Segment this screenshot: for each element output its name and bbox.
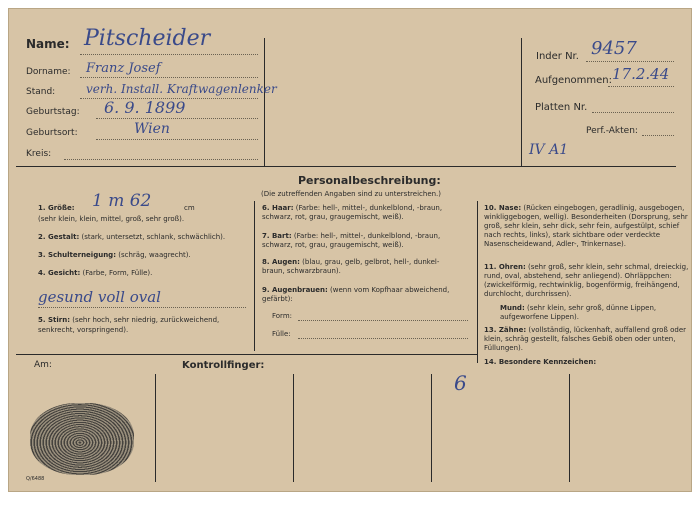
aufgenommen-label: Aufgenommen: bbox=[535, 75, 612, 86]
ohren-label: 11. Ohren: bbox=[484, 263, 526, 271]
mund bbox=[500, 304, 690, 322]
index-line bbox=[586, 61, 674, 62]
police-record-card bbox=[8, 8, 692, 492]
nase-label: 10. Nase: bbox=[484, 204, 522, 212]
zaehne bbox=[484, 326, 690, 353]
vorname-line bbox=[80, 77, 258, 78]
ohren-text: (sehr groß, sehr klein, sehr schmal, dreieckig, rund, oval, abstehend, sehr anliegend). Ohrläppchen: (zwickelförmig, rechtwinklig, bogenförmig, freihängend, durchlocht, durchrissen). bbox=[484, 263, 689, 298]
stirn-options-2: senkrecht, vorspringend). bbox=[38, 326, 129, 334]
geburtsort-line bbox=[96, 139, 258, 140]
augenbrauen-label: 9. Augenbrauen: bbox=[262, 286, 328, 294]
stirn bbox=[38, 316, 219, 325]
divider-desc-bottom bbox=[16, 354, 478, 355]
mund-text: (sehr klein, sehr groß, dünne Lippen, aufgeworfene Lippen). bbox=[500, 304, 657, 321]
haar bbox=[262, 204, 442, 213]
stand-label: Stand: bbox=[26, 87, 56, 97]
mund-label: Mund: bbox=[500, 304, 525, 312]
augen-options-1: (blau, grau, gelb, gelbrot, hell-, dunkel- bbox=[302, 258, 440, 266]
augenbrauen-fuelle: Fülle: bbox=[272, 330, 291, 338]
gesicht-line bbox=[38, 307, 246, 308]
schulter-options: (schräg, waagrecht). bbox=[118, 251, 191, 259]
divider-finger-1 bbox=[155, 374, 156, 482]
divider-header-right bbox=[521, 38, 522, 166]
haar-label: 6. Haar: bbox=[262, 204, 294, 212]
index-label: Inder Nr. bbox=[536, 51, 579, 62]
divider-header-bottom bbox=[16, 166, 676, 167]
augen bbox=[262, 258, 439, 267]
akten-value: IV A1 bbox=[529, 142, 569, 158]
aufgenommen-value: 17.2.44 bbox=[612, 65, 670, 83]
geburtstag-value: 6. 9. 1899 bbox=[104, 98, 186, 117]
divider-header-left bbox=[264, 38, 265, 166]
gesicht bbox=[38, 269, 152, 278]
groesse-label: 1. Größe: bbox=[38, 204, 75, 212]
ohren bbox=[484, 263, 690, 299]
groesse-unit: cm bbox=[184, 204, 195, 212]
nase-text: (Rücken eingebogen, geradlinig, ausgebogen, winkliggebogen, wellig). Besonderheiten (Dorsprung, sehr groß, sehr klein, sehr dick, sehr fein, aufgestülpt, schief nach rechts, links), stark sichtbare oder verdeckte Nasenscheidewand, Adler-, Trinkernase). bbox=[484, 204, 688, 248]
platten-line bbox=[592, 112, 674, 113]
zaehne-label: 13. Zähne: bbox=[484, 326, 527, 334]
name-label: Name: bbox=[26, 37, 70, 51]
augen-label: 8. Augen: bbox=[262, 258, 300, 266]
schulter-label: 3. Schulterneigung: bbox=[38, 251, 116, 259]
am-label: Am: bbox=[34, 360, 52, 370]
form-number: Q/6488 bbox=[26, 476, 45, 482]
description-subtitle: (Die zutreffenden Angaben sind zu unterstreichen.) bbox=[261, 190, 442, 198]
stand-value: verh. Install. Kraftwagenlenker bbox=[86, 82, 277, 96]
bart-label: 7. Bart: bbox=[262, 232, 292, 240]
geburtsort-label: Geburtsort: bbox=[26, 128, 78, 138]
index-value: 9457 bbox=[591, 38, 637, 59]
bart-options-2: schwarz, rot, grau, graugemischt, weiß). bbox=[262, 241, 404, 249]
form-line bbox=[298, 320, 468, 321]
vorname-value: Franz Josef bbox=[86, 61, 161, 76]
fingerprint-image bbox=[30, 403, 134, 475]
kreis-label: Kreis: bbox=[26, 149, 52, 159]
haar-options-2: schwarz, rot, grau, graugemischt, weiß). bbox=[262, 213, 404, 221]
name-line bbox=[80, 54, 258, 55]
gesicht-label: 4. Gesicht: bbox=[38, 269, 81, 277]
divider-finger-3 bbox=[431, 374, 432, 482]
haar-options-1: (Farbe: hell-, mittel-, dunkelblond, -braun, bbox=[295, 204, 443, 212]
kennzeichen-label: 14. Besondere Kennzeichen: bbox=[484, 358, 597, 366]
groesse-options: (sehr klein, klein, mittel, groß, sehr groß). bbox=[38, 215, 185, 223]
geburtstag-line bbox=[96, 118, 258, 119]
aufgenommen-line bbox=[608, 86, 674, 87]
augenbrauen-form: Form: bbox=[272, 312, 292, 320]
divider-desc-left bbox=[254, 201, 255, 351]
gestalt bbox=[38, 233, 225, 242]
kreis-line bbox=[64, 159, 258, 160]
stirn-label: 5. Stirn: bbox=[38, 316, 70, 324]
akten-label: Perf.-Akten: bbox=[586, 126, 638, 136]
nase bbox=[484, 204, 690, 249]
divider-finger-4 bbox=[569, 374, 570, 482]
augenbrauen-options-1: (wenn vom Kopfhaar abweichend, bbox=[330, 286, 450, 294]
augen-options-2: braun, schwarzbraun). bbox=[262, 267, 341, 275]
divider-desc-right bbox=[477, 201, 478, 363]
description-title: Personalbeschreibung: bbox=[298, 174, 441, 187]
gesicht-options: (Farbe, Form, Fülle). bbox=[82, 269, 153, 277]
zaehne-text: (vollständig, lückenhaft, auffallend groß oder klein, schräg gestellt, falsches Gebiß oben oder unten, Füllungen). bbox=[484, 326, 687, 352]
bart bbox=[262, 232, 440, 241]
augenbrauen-options-2: gefärbt): bbox=[262, 295, 293, 303]
name-value: Pitscheider bbox=[84, 26, 211, 51]
gestalt-options: (stark, untersetzt, schlank, schwächlich). bbox=[81, 233, 226, 241]
platten-label: Platten Nr. bbox=[535, 102, 588, 113]
gestalt-label: 2. Gestalt: bbox=[38, 233, 80, 241]
gesicht-value: gesund voll oval bbox=[38, 288, 161, 306]
divider-finger-2 bbox=[293, 374, 294, 482]
kontrollfinger-label: Kontrollfinger: bbox=[182, 360, 265, 371]
augenbrauen bbox=[262, 286, 449, 295]
akten-line bbox=[642, 135, 674, 136]
geburtstag-label: Geburtstag: bbox=[26, 107, 80, 117]
vorname-label: Dorname: bbox=[26, 67, 71, 77]
handwritten-mark: 6 bbox=[454, 371, 467, 395]
bart-options-1: (Farbe: hell-, mittel-, dunkelblond, -braun, bbox=[293, 232, 441, 240]
geburtsort-value: Wien bbox=[134, 121, 170, 137]
schulter bbox=[38, 251, 191, 260]
groesse-value: 1 m 62 bbox=[92, 191, 152, 211]
fuelle-line bbox=[298, 338, 468, 339]
stirn-options-1: (sehr hoch, sehr niedrig, zurückweichend, bbox=[72, 316, 220, 324]
